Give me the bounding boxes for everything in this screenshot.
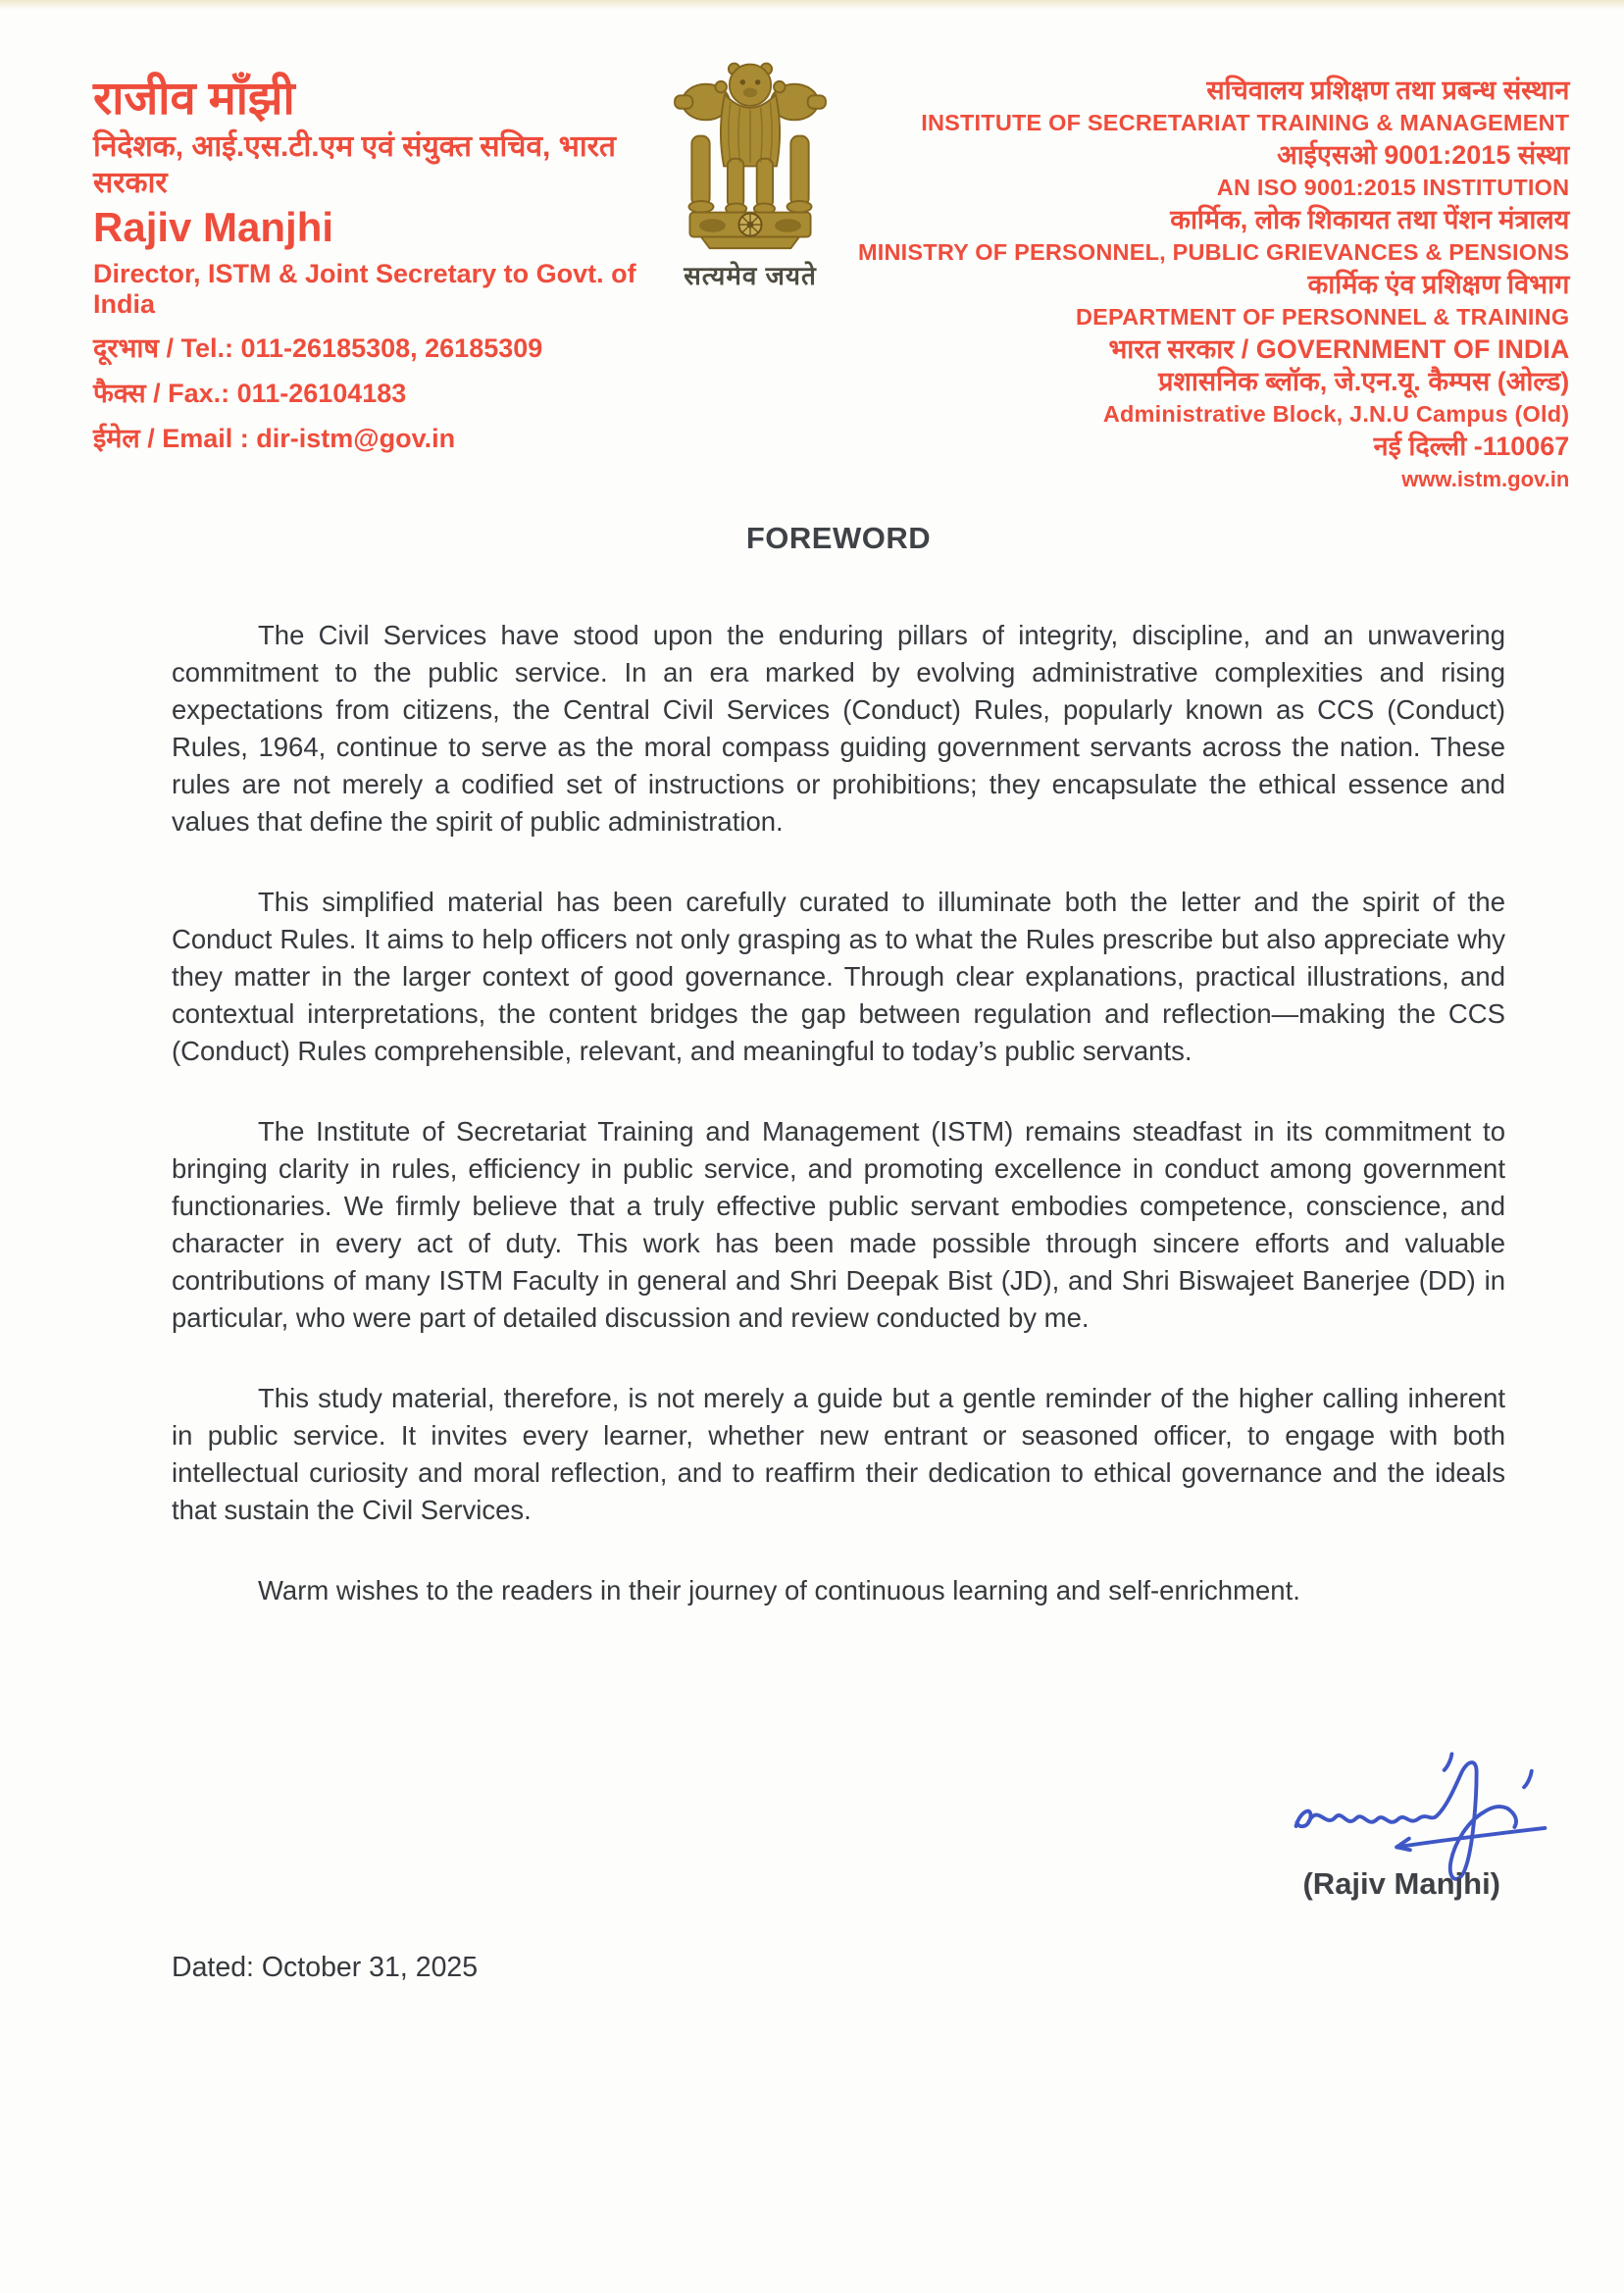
institute-line: प्रशासनिक ब्लॉक, जे.एन.यू. कैम्पस (ओल्ड)	[1158, 367, 1570, 396]
institute-line: कार्मिक, लोक शिकायत तथा पेंशन मंत्रालय	[1170, 205, 1570, 234]
telephone-line: दूरभाष / Tel.: 011-26185308, 26185309	[93, 332, 543, 363]
sender-designation-english: Director, ISTM & Joint Secretary to Govt. of India	[93, 258, 636, 319]
body-paragraph: Warm wishes to the readers in their journey of continuous learning and self-enrichment.	[258, 1575, 1300, 1605]
body-paragraph: This simplified material has been carefully curated to illuminate both the letter and the spirit of the Conduct Rules. It aims to help officers not only grasping as to what the Rules prescribe but also appreciate why they matter in the larger context of good governance. Through clear explanations, practical illustrations, and contextual interpretations, the content bridges the gap between regulation and reflection—making the CCS (Conduct) Rules comprehensible, relevant, and meaningful to today’s public servants.	[172, 887, 1505, 1066]
emblem-motto: सत्यमेव जयते	[684, 261, 817, 290]
fax-line: फैक्स / Fax.: 011-26104183	[93, 378, 407, 408]
institute-line: Administrative Block, J.N.U Campus (Old)	[1102, 401, 1570, 427]
institute-line: www.istm.gov.in	[1401, 467, 1570, 491]
institute-line: INSTITUTE OF SECRETARIAT TRAINING & MANAGEMENT	[921, 110, 1570, 135]
institute-line: कार्मिक एंव प्रशिक्षण विभाग	[1307, 270, 1570, 299]
ashoka-emblem-icon	[666, 53, 835, 251]
emblem-block	[642, 53, 858, 292]
institute-line: आईएसओ 9001:2015 संस्था	[1277, 140, 1570, 170]
paragraphs	[172, 617, 1505, 1609]
date-line: Dated: October 31, 2025	[172, 1952, 479, 1983]
institute-block	[858, 75, 1569, 495]
signatory-name: (Rajiv Manjhi)	[1302, 1866, 1500, 1901]
institute-line: MINISTRY OF PERSONNEL, PUBLIC GRIEVANCES & PENSIONS	[858, 239, 1570, 265]
letterhead	[0, 0, 1624, 495]
sender-name-hindi: राजीव माँझी	[93, 72, 295, 124]
institute-line: सचिवालय प्रशिक्षण तथा प्रबन्ध संस्थान	[1206, 76, 1570, 105]
body-paragraph: The Civil Services have stood upon the enduring pillars of integrity, discipline, and an unwavering commitment to the public service. In an era marked by evolving administrative complexities and rising expectations from citizens, the Central Civil Services (Conduct) Rules, popularly known as CCS (Conduct) Rules, 1964, continue to serve as the moral compass guiding government servants across the nation. These rules are not merely a codified set of instructions or prohibitions; they encapsulate the ethical essence and values that define the spirit of public administration.	[172, 620, 1505, 837]
page-title: FOREWORD	[745, 521, 932, 555]
institute-line: नई दिल्ली -110067	[1373, 432, 1570, 461]
body-paragraph: This study material, therefore, is not merely a guide but a gentle reminder of the higher calling inherent in public service. It invites every learner, whether new entrant or seasoned officer, to engage with both intellectual curiosity and moral reflection, and to reaffirm their dedication to ethical governance and the ideals that sustain the Civil Services.	[172, 1383, 1505, 1525]
body-paragraph: The Institute of Secretariat Training and Management (ISTM) remains steadfast in its commitment to bringing clarity in rules, efficiency in public service, and promoting excellence in conduct among government functionaries. We firmly believe that a truly effective public servant embodies competence, conscience, and character in every act of duty. This work has been made possible through sincere efforts and valuable contributions of many ISTM Faculty in general and Shri Deepak Bist (JD), and Shri Biswajeet Banerjee (DD) in particular, who were part of detailed discussion and review conducted by me.	[172, 1116, 1505, 1333]
sender-name-english: Rajiv Manjhi	[93, 203, 334, 250]
institute-line: भारत सरकार / GOVERNMENT OF INDIA	[1108, 334, 1570, 364]
institute-line: DEPARTMENT OF PERSONNEL & TRAINING	[1075, 304, 1570, 330]
letter-body	[172, 521, 1505, 1609]
sender-block	[93, 73, 642, 455]
institute-line: AN ISO 9001:2015 INSTITUTION	[1216, 175, 1570, 200]
sender-designation-hindi: निदेशक, आई.एस.टी.एम एवं संयुक्त सचिव, भारत सरकार	[93, 129, 616, 200]
email-line: ईमेल / Email : dir-istm@gov.in	[93, 423, 456, 453]
